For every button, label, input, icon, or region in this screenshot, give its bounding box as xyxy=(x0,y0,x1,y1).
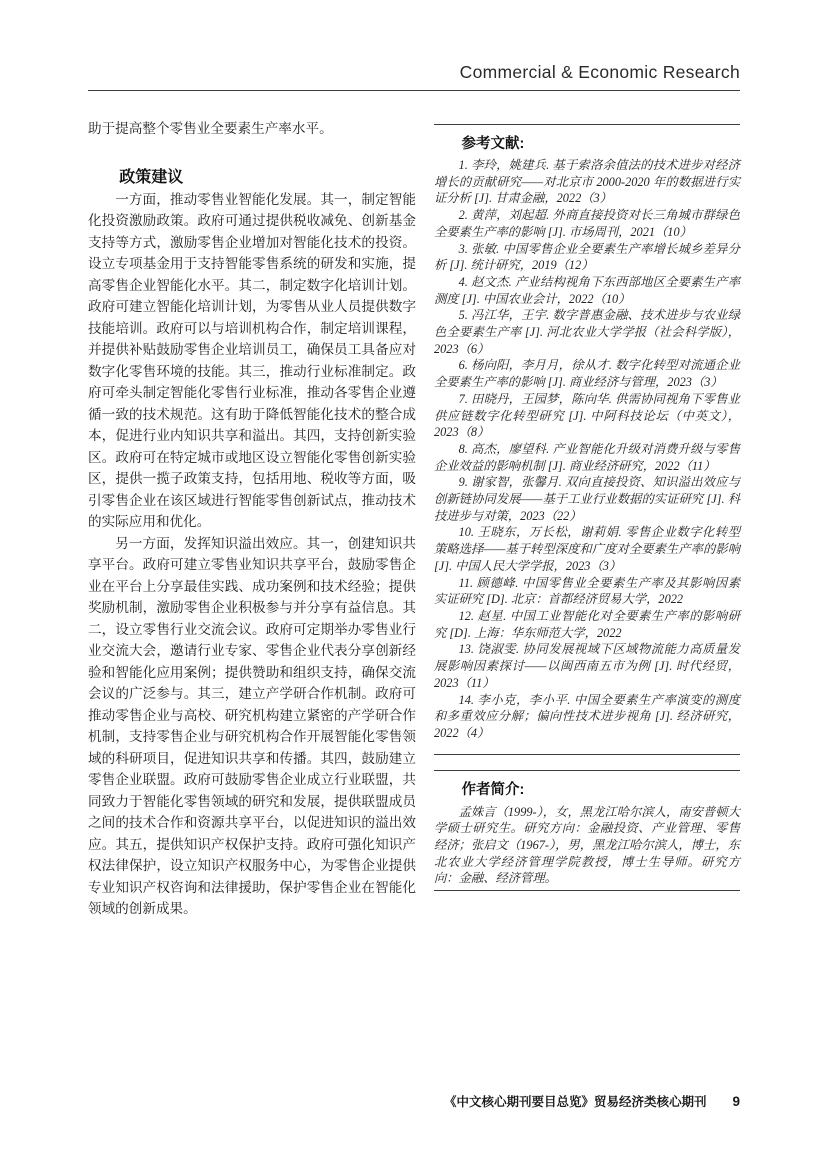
reference-item: 5. 冯江华，王宇. 数字普惠金融、技术进步与农业绿色全要素生产率 [J]. 河北农业大学学报（社会科学版），2023（6） xyxy=(434,308,740,356)
reference-item: 7. 田晓丹，王园梦，陈向华. 供需协同视角下零售业供应链数字化转型研究 [J]. 中阿科技论坛（中英文），2023（8） xyxy=(434,391,740,440)
reference-item: 14. 李小克，李小平. 中国全要素生产率演变的测度和多重效应分解；偏向性技术进步视角 [J]. 经济研究，2022（4） xyxy=(434,692,740,740)
reference-item: 12. 赵星. 中国工业智能化对全要素生产率的影响研究 [D]. 上海：华东师范大学，2022 xyxy=(434,608,740,640)
footer-journal-note: 《中文核心期刊要目总览》贸易经济类核心期刊 xyxy=(443,1095,707,1109)
reference-item: 9. 谢家智，张馨月. 双向直接投资、知识溢出效应与创新链协同发展——基于工业行业数据的实证研究 [J]. 科技进步与对策，2023（22） xyxy=(434,475,740,523)
references-heading: 参考文献: xyxy=(461,136,525,152)
reference-item: 10. 王晓东，万长松，谢莉娟. 零售企业数字化转型策略选择——基于转型深度和广度对全要素生产率的影响 [J]. 中国人民大学学报，2023（3） xyxy=(434,525,740,573)
reference-item: 6. 杨向阳，李月月，徐从才. 数字化转型对流通企业全要素生产率的影响 [J]. 商业经济与管理，2023（3） xyxy=(434,358,740,390)
page-number: 9 xyxy=(732,1094,740,1109)
section-divider-double-rule xyxy=(434,754,740,771)
policy-paragraph-1: 一方面，推动零售业智能化发展。其一，制定智能化投资激励政策。政府可通过提供税收减免、创新基金支持等方式，激励零售企业增加对智能化技术的投资。设立专项基金用于支持智能零售系统的研发和实施，提高零售企业智能化水平。其二，制定数字化培训计划。政府可建立智能化培训计划，为零售从业人员提供数字技能培训。政府可以与培训机构合作，制定培训课程，并提供补贴鼓励零售企业培训员工，确保员工具备应对数字化零售环境的技能。其三，推动行业标准制定。政府可牵头制定智能化零售行业标准，推动各零售企业遵循一致的技术规范。这有助于降低智能化技术的整合成本，促进行业内知识共享和溢出。其四，支持创新实验区。政府可在特定城市或地区设立智能化零售创新实验区，提供一揽子政策支持，包括用地、税收等方面，吸引零售企业在该区域进行智能零售创新试点，推动技术的实际应用和优化。 xyxy=(88,191,416,529)
references-list xyxy=(434,157,740,742)
reference-item: 8. 高杰，廖望科. 产业智能化升级对消费升级与零售企业效益的影响机制 [J]. 商业经济研究，2022（11） xyxy=(434,441,740,473)
reference-item: 1. 李玲，姚建兵. 基于索洛余值法的技术进步对经济增长的贡献研究——对北京市 2000-2020 年的数据进行实证分析 [J]. 甘肃金融，2022（3） xyxy=(434,158,740,206)
reference-item: 13. 饶淑雯. 协同发展视域下区域物流能力高质量发展影响因素探讨——以闽西南五市为例 [J]. 时代经贸，2023（11） xyxy=(434,642,740,690)
journal-title-en: Commercial & Economic Research xyxy=(459,62,740,82)
intro-paragraph: 助于提高整个零售业全要素生产率水平。 xyxy=(88,121,333,136)
policy-paragraph-2: 另一方面，发挥知识溢出效应。其一，创建知识共享平台。政府可建立零售业知识共享平台，鼓励零售企业在平台上分享最佳实践、成功案例和技术经验；提供奖励机制，激励零售企业积极参与并分享有益信息。其二，设立零售行业交流会议。政府可定期举办零售业行业交流大会，邀请行业专家、零售企业代表分享创新经验和智能化应用案例；提供赞助和组织支持，确保交流会议的广泛参与。其三，建立产学研合作机制。政府可推动零售企业与高校、研究机构建立紧密的产学研合作机制，支持零售企业与研究机构合作开展智能化零售领域的科研项目，促进知识共享和传播。其四，鼓励建立零售企业联盟。政府可鼓励零售企业成立行业联盟，共同致力于智能化零售领域的研究和发展，提供联盟成员之间的技术合作和资源共享平台，以促进知识的溢出效应。其五，提供知识产权保护支持。政府可强化知识产权法律保护，设立知识产权服务中心，为零售企业提供专业知识产权咨询和法律援助，保护零售企业在智能化领域的创新成果。 xyxy=(88,535,416,916)
reference-item: 2. 黄萍，刘起超. 外商直接投资对长三角城市群绿色全要素生产率的影响 [J]. 市场周刊，2021（10） xyxy=(434,208,740,239)
left-column xyxy=(88,118,416,920)
references-top-rule xyxy=(434,124,740,125)
author-bio-text: 孟姝言（1999-），女，黑龙江哈尔滨人，南安普顿大学硕士研究生。研究方向：金融投资、产业管理、零售经济；张启文（1967-），男，黑龙江哈尔滨人，博士，东北农业大学经济管理学院教授，博士生导师。研究方向：金融、经济管理。 xyxy=(434,804,740,886)
section-heading-policy: 政策建议 xyxy=(119,168,184,186)
header-rule xyxy=(88,90,740,91)
right-column xyxy=(434,124,740,891)
reference-item: 11. 顾德峰. 中国零售业全要素生产率及其影响因素实证研究 [D]. 北京：首都经济贸易大学，2022 xyxy=(434,575,740,607)
reference-item: 3. 张敏. 中国零售企业全要素生产率增长城乡差异分析 [J]. 统计研究，2019（12） xyxy=(434,241,740,273)
author-bio-bottom-rule xyxy=(434,890,740,891)
author-bio-heading: 作者简介: xyxy=(461,781,525,798)
page-footer xyxy=(88,1093,740,1111)
reference-item: 4. 赵文杰. 产业结构视角下东西部地区全要素生产率测度 [J]. 中国农业会计，2022（10） xyxy=(434,274,740,306)
